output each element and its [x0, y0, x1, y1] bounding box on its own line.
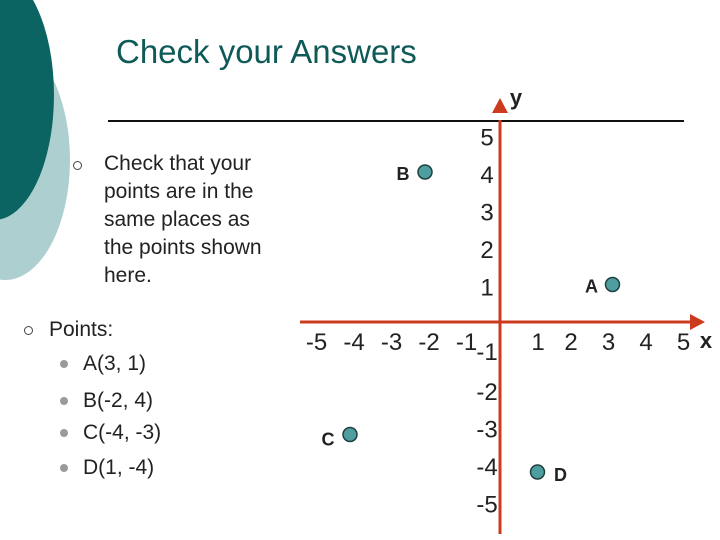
- data-point-label: D: [554, 465, 567, 485]
- point-list-item: B(-2, 4): [83, 389, 154, 412]
- x-tick-label: -4: [343, 329, 365, 356]
- instruction-line: the points shown: [104, 236, 262, 259]
- data-point-label: B: [396, 164, 410, 184]
- data-point-label: C: [321, 429, 335, 450]
- y-tick-label: 5: [480, 124, 494, 152]
- y-tick-label: 1: [480, 274, 494, 302]
- data-point-a: [606, 278, 620, 292]
- y-axis-label: y: [509, 85, 523, 110]
- y-tick-label: 4: [480, 162, 494, 189]
- y-axis-arrow-icon: [492, 98, 508, 113]
- y-tick-label: -5: [476, 491, 498, 519]
- y-tick-label: -1: [476, 339, 498, 366]
- point-list-item: D(1, -4): [83, 456, 155, 479]
- y-tick-label: -3: [476, 416, 498, 444]
- x-tick-label: 4: [639, 329, 653, 356]
- data-point-c: [343, 428, 357, 442]
- point-list-item: C(-4, -3): [83, 421, 162, 444]
- data-point-d: [531, 465, 545, 479]
- instruction-line: Check that your: [104, 152, 252, 175]
- instruction-line: same places as: [104, 208, 250, 231]
- x-tick-label: -5: [305, 329, 328, 356]
- x-tick-label: -1: [455, 329, 478, 356]
- x-tick-label: 1: [531, 329, 545, 356]
- data-point-label: A: [585, 276, 598, 297]
- instruction-line: points are in the: [104, 180, 254, 203]
- y-tick-label: 2: [480, 237, 494, 264]
- x-axis-label: x: [699, 328, 713, 353]
- x-tick-label: 5: [676, 329, 691, 356]
- data-point-b: [418, 165, 432, 179]
- y-tick-label: -2: [476, 379, 498, 406]
- points-heading: Points:: [49, 318, 114, 341]
- x-tick-label: -2: [418, 329, 440, 356]
- x-tick-label: -3: [380, 329, 403, 356]
- y-tick-label: 3: [480, 199, 494, 227]
- y-tick-label: -4: [476, 454, 498, 481]
- x-tick-label: 3: [601, 329, 616, 356]
- instruction-line: here.: [104, 264, 152, 287]
- x-tick-label: 2: [564, 329, 578, 356]
- slide-title: Check your Answers: [116, 33, 417, 70]
- point-list-item: A(3, 1): [83, 352, 147, 375]
